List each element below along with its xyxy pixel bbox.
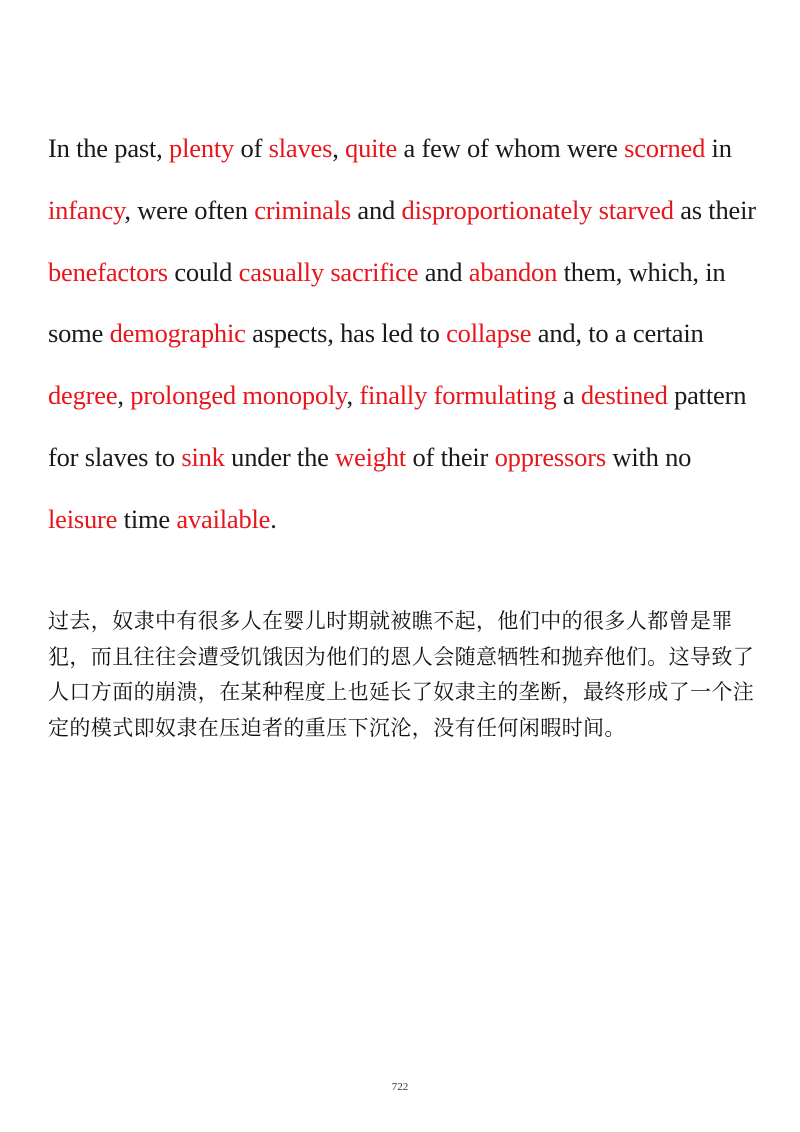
sentence-text: with no — [605, 441, 692, 472]
highlighted-vocabulary-word: sink — [181, 441, 225, 472]
highlighted-vocabulary-word: criminals — [254, 194, 351, 225]
page-number: 722 — [391, 1081, 409, 1093]
highlighted-vocabulary-word: demographic — [109, 318, 246, 349]
sentence-text: , — [117, 380, 131, 411]
sentence-text: , — [332, 133, 346, 163]
highlighted-vocabulary-word: slaves — [268, 133, 333, 163]
highlighted-vocabulary-word: disproportionately starved — [401, 194, 674, 225]
highlighted-vocabulary-word: leisure — [48, 503, 118, 534]
sentence-text: could — [167, 256, 239, 287]
sentence-text: aspects, has led to — [245, 318, 447, 349]
highlighted-vocabulary-word: finally formulating — [359, 380, 557, 411]
sentence-text: and — [418, 256, 469, 287]
sentence-text: in — [705, 133, 732, 163]
sentence-text: In the past, — [48, 133, 170, 163]
highlighted-vocabulary-word: available — [176, 503, 271, 534]
sentence-text: and — [351, 194, 402, 225]
sentence-text: a — [556, 380, 581, 411]
highlighted-vocabulary-word: oppressors — [494, 441, 606, 472]
sentence-text: , were often — [124, 194, 255, 225]
sentence-text: of — [234, 133, 269, 163]
highlighted-vocabulary-word: weight — [335, 441, 407, 472]
highlighted-vocabulary-word: casually sacrifice — [238, 256, 419, 287]
sentence-text: a few of whom were — [397, 133, 625, 163]
sentence-text: of their — [406, 441, 495, 472]
sentence-text: as their — [673, 194, 756, 225]
highlighted-vocabulary-word: infancy — [48, 194, 125, 225]
highlighted-vocabulary-word: destined — [580, 380, 668, 411]
sentence-text: pattern for slaves to — [48, 380, 747, 472]
highlighted-vocabulary-word: quite — [345, 133, 398, 163]
sentence-text: them, which, in some — [48, 256, 726, 349]
sentence-text: . — [270, 503, 277, 534]
chinese-translation-paragraph: 过去，奴隶中有很多人在婴儿时期就被瞧不起，他们中的很多人都曾是罪犯，而且往往会遭受饥饿因为他们的恩人会随意牺牲和抛弃他们。这导致了人口方面的崩溃，在某种程度上也延长了奴隶主的垄断，最终形成了一个注定的模式即奴隶在压迫者的重压下沉沦，没有任何闲暇时间。 — [48, 609, 755, 740]
highlighted-vocabulary-word: prolonged monopoly — [130, 380, 347, 411]
highlighted-vocabulary-word: plenty — [169, 133, 235, 163]
sentence-text: and, to a certain — [531, 318, 704, 349]
highlighted-vocabulary-word: degree — [48, 380, 118, 411]
sentence-text: time — [117, 503, 177, 534]
highlighted-vocabulary-word: scorned — [624, 133, 706, 163]
sentence-text: , — [346, 380, 360, 411]
highlighted-vocabulary-word: abandon — [468, 256, 558, 287]
highlighted-vocabulary-word: benefactors — [48, 256, 168, 287]
highlighted-vocabulary-word: collapse — [446, 318, 532, 349]
english-paragraph — [48, 118, 760, 551]
sentence-text: under the — [224, 441, 336, 472]
